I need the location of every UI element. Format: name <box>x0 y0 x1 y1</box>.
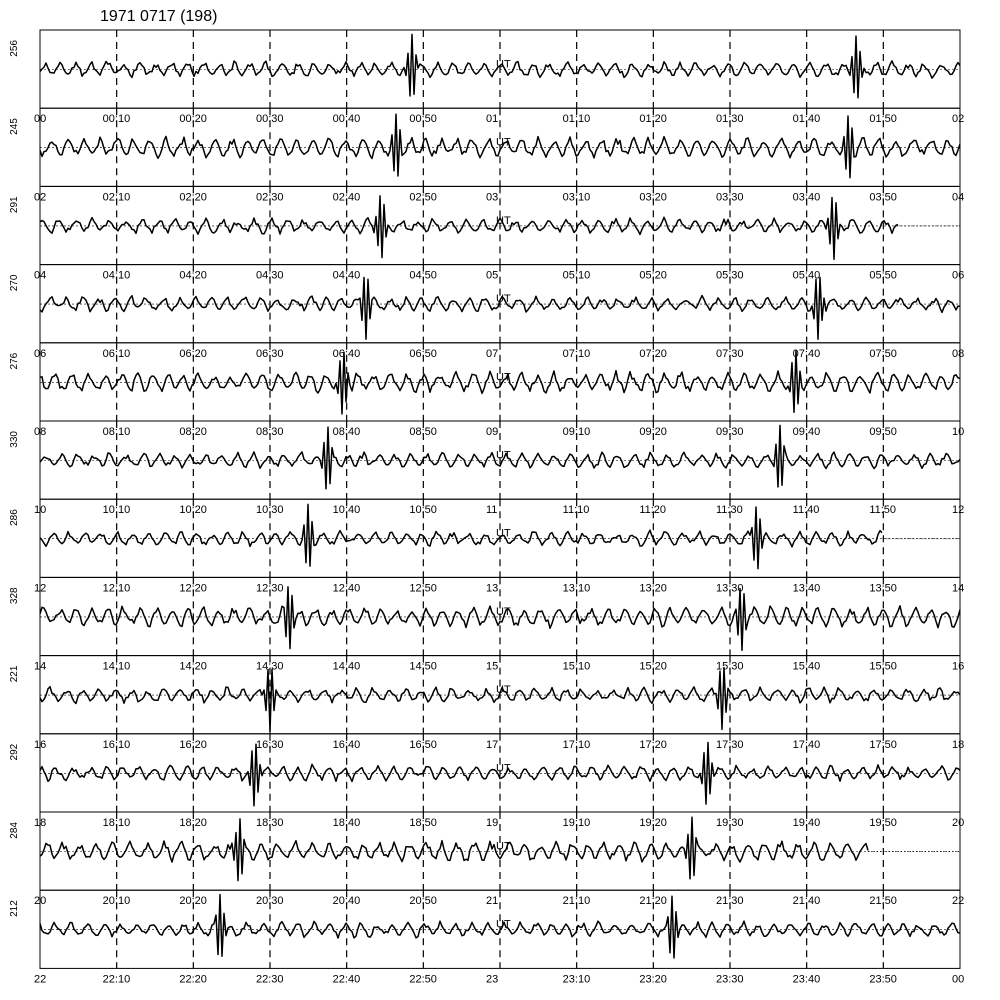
time-tick-label: 22 <box>952 895 965 908</box>
time-tick-label: 13:40 <box>792 582 821 595</box>
time-tick-label: 07:10 <box>562 347 591 360</box>
time-tick-label: 16 <box>34 738 47 751</box>
time-tick-label: 18 <box>952 738 965 751</box>
time-tick-label: 08 <box>34 426 47 438</box>
seismogram-row <box>9 30 964 125</box>
time-tick-label: 13 <box>486 582 499 595</box>
time-tick-label: 01 <box>486 113 499 126</box>
ut-axis-label: UT <box>496 449 511 462</box>
time-tick-label: 01:40 <box>792 113 821 126</box>
time-tick-label: 04:50 <box>409 269 437 282</box>
time-tick-label: 12:10 <box>102 582 131 595</box>
time-tick-label: 10:50 <box>409 504 437 517</box>
time-tick-label: 17:10 <box>562 738 591 751</box>
time-tick-label: 23:50 <box>869 973 897 986</box>
time-tick-label: 18 <box>34 817 47 829</box>
time-tick-label: 22 <box>34 973 47 986</box>
time-tick-label: 11:10 <box>562 504 590 517</box>
time-tick-label: 00:30 <box>256 113 284 126</box>
row-scale-label: 221 <box>9 665 20 683</box>
time-tick-label: 06:40 <box>332 347 361 360</box>
time-tick-label: 05:40 <box>792 269 821 282</box>
time-tick-label: 23:30 <box>716 973 744 986</box>
time-tick-label: 06:50 <box>409 347 437 360</box>
time-tick-label: 16:50 <box>409 738 437 751</box>
time-tick-label: 23 <box>486 973 499 986</box>
ut-axis-label: UT <box>496 527 511 540</box>
time-tick-label: 20:50 <box>409 895 437 908</box>
time-tick-label: 10 <box>34 504 47 517</box>
time-tick-label: 06:30 <box>256 347 284 360</box>
time-tick-label: 16:10 <box>102 738 131 751</box>
time-tick-label: 21:10 <box>562 895 591 908</box>
time-tick-label: 02:30 <box>256 191 284 204</box>
time-tick-label: 01:20 <box>639 113 667 126</box>
time-tick-label: 22:40 <box>332 973 361 986</box>
time-tick-label: 02 <box>952 113 965 126</box>
time-tick-label: 23:20 <box>639 973 667 986</box>
time-tick-label: 13:20 <box>639 582 667 595</box>
time-tick-label: 20:10 <box>102 895 131 908</box>
seismic-trace <box>40 504 882 568</box>
time-tick-label: 03:40 <box>792 191 821 204</box>
time-tick-label: 00:50 <box>409 113 437 126</box>
time-tick-label: 07:20 <box>639 347 667 360</box>
time-tick-label: 01:10 <box>562 113 591 126</box>
time-tick-label: 23:40 <box>792 973 821 986</box>
time-tick-label: 17 <box>486 738 499 751</box>
time-tick-label: 18:40 <box>332 817 361 829</box>
time-tick-label: 15:40 <box>792 660 821 673</box>
row-scale-label: 212 <box>9 900 20 917</box>
time-tick-label: 14:10 <box>102 660 131 673</box>
time-tick-label: 00 <box>34 113 47 126</box>
time-tick-label: 19 <box>486 817 499 829</box>
time-tick-label: 10 <box>952 426 965 438</box>
time-tick-label: 17:50 <box>869 738 897 751</box>
time-tick-label: 15:30 <box>716 660 744 673</box>
time-tick-label: 12 <box>952 504 965 517</box>
time-tick-label: 01:30 <box>716 113 744 126</box>
time-tick-label: 20 <box>34 895 47 908</box>
row-scale-label: 256 <box>9 40 20 57</box>
time-tick-label: 04:40 <box>332 269 361 282</box>
time-tick-label: 10:20 <box>179 504 207 517</box>
time-tick-label: 09:30 <box>716 426 744 438</box>
time-tick-label: 18:30 <box>256 817 284 829</box>
time-tick-label: 03:50 <box>869 191 897 204</box>
time-tick-label: 05:50 <box>869 269 897 282</box>
time-tick-label: 14:40 <box>332 660 361 673</box>
time-tick-label: 08:10 <box>102 426 131 438</box>
ut-axis-label: UT <box>496 918 511 931</box>
page-title: 1971 0717 (198) <box>100 8 218 25</box>
time-tick-label: 14 <box>952 582 965 595</box>
ut-axis-label: UT <box>496 371 511 384</box>
time-tick-label: 06 <box>952 269 965 282</box>
time-tick-label: 16:30 <box>256 738 284 751</box>
ut-axis-label: UT <box>496 58 511 71</box>
row-scale-label: 291 <box>9 196 20 214</box>
ut-axis-label: UT <box>496 840 511 853</box>
time-tick-label: 05:30 <box>716 269 744 282</box>
row-scale-label: 245 <box>9 118 20 135</box>
time-tick-label: 12:20 <box>179 582 207 595</box>
row-scale-label: 284 <box>9 822 20 839</box>
seismogram-rows <box>9 30 964 985</box>
time-tick-label: 17:20 <box>639 738 667 751</box>
time-tick-label: 05 <box>486 269 499 282</box>
time-tick-label: 06:10 <box>102 347 131 360</box>
time-tick-label: 00:10 <box>102 113 131 126</box>
time-tick-label: 08:30 <box>256 426 284 438</box>
seismic-trace <box>40 817 868 880</box>
time-tick-label: 21:40 <box>792 895 821 908</box>
row-scale-label: 330 <box>9 431 20 448</box>
time-tick-label: 10:40 <box>332 504 361 517</box>
row-scale-label: 270 <box>9 274 20 292</box>
time-tick-label: 18:20 <box>179 817 207 829</box>
time-tick-label: 13:10 <box>562 582 591 595</box>
time-tick-label: 01:50 <box>869 113 897 126</box>
time-tick-label: 13:50 <box>869 582 897 595</box>
time-tick-label: 03:30 <box>716 191 744 204</box>
row-scale-label: 286 <box>9 509 20 526</box>
time-tick-label: 07:50 <box>869 347 897 360</box>
time-tick-label: 03 <box>486 191 499 204</box>
time-tick-label: 23:10 <box>562 973 591 986</box>
time-tick-label: 11:40 <box>792 504 820 517</box>
time-tick-label: 09:50 <box>869 426 897 438</box>
time-tick-label: 00:20 <box>179 113 207 126</box>
time-tick-label: 08:40 <box>332 426 361 438</box>
time-tick-label: 20 <box>952 817 965 829</box>
time-tick-label: 14 <box>34 660 47 673</box>
time-tick-label: 11:20 <box>639 504 667 517</box>
time-tick-label: 08 <box>952 347 965 360</box>
ut-axis-label: UT <box>496 605 511 618</box>
time-tick-label: 22:50 <box>409 973 437 986</box>
time-tick-label: 02 <box>34 191 47 204</box>
time-tick-label: 21:30 <box>716 895 744 908</box>
time-tick-label: 20:30 <box>256 895 284 908</box>
time-tick-label: 21:20 <box>639 895 667 908</box>
ut-axis-label: UT <box>496 136 511 149</box>
time-tick-label: 13:30 <box>716 582 744 595</box>
row-scale-label: 292 <box>9 743 20 761</box>
ut-axis-label: UT <box>496 293 511 306</box>
time-tick-label: 15 <box>486 660 499 673</box>
time-tick-label: 10:30 <box>256 504 284 517</box>
time-tick-label: 19:10 <box>562 817 591 829</box>
time-tick-label: 15:50 <box>869 660 897 673</box>
time-tick-label: 08:20 <box>179 426 207 438</box>
time-tick-label: 06 <box>34 347 47 360</box>
time-tick-label: 22:10 <box>102 973 131 986</box>
seismic-trace <box>40 196 898 259</box>
time-tick-label: 19:50 <box>869 817 897 829</box>
time-tick-label: 16 <box>952 660 965 673</box>
time-tick-label: 04:10 <box>102 269 131 282</box>
time-tick-label: 12 <box>34 582 47 595</box>
time-tick-label: 05:20 <box>639 269 667 282</box>
time-tick-label: 19:30 <box>716 817 744 829</box>
time-tick-label: 03:10 <box>562 191 591 204</box>
time-tick-label: 18:50 <box>409 817 437 829</box>
time-tick-label: 16:40 <box>332 738 361 751</box>
time-tick-label: 16:20 <box>179 738 207 751</box>
time-tick-label: 15:20 <box>639 660 667 673</box>
time-tick-label: 14:20 <box>179 660 207 673</box>
time-tick-label: 06:20 <box>179 347 207 360</box>
row-scale-label: 328 <box>9 587 20 605</box>
time-tick-label: 19:40 <box>792 817 821 829</box>
time-tick-label: 11 <box>486 504 498 517</box>
time-tick-label: 02:40 <box>332 191 361 204</box>
time-tick-label: 00:40 <box>332 113 361 126</box>
time-tick-label: 03:20 <box>639 191 667 204</box>
time-tick-label: 20:40 <box>332 895 361 908</box>
time-tick-label: 08:50 <box>409 426 437 438</box>
time-tick-label: 21 <box>486 895 499 908</box>
time-tick-label: 12:50 <box>409 582 437 595</box>
time-tick-label: 22:30 <box>256 973 284 986</box>
ut-axis-label: UT <box>496 762 511 775</box>
time-tick-label: 00 <box>952 973 965 986</box>
time-tick-label: 07:40 <box>792 347 821 360</box>
time-tick-label: 19:20 <box>639 817 667 829</box>
time-tick-label: 04 <box>34 269 47 282</box>
time-tick-label: 07:30 <box>716 347 744 360</box>
time-tick-label: 09 <box>486 426 499 438</box>
time-tick-label: 18:10 <box>102 817 131 829</box>
time-tick-label: 12:40 <box>332 582 361 595</box>
time-tick-label: 17:30 <box>716 738 744 751</box>
time-tick-label: 02:10 <box>102 191 131 204</box>
time-tick-label: 07 <box>486 347 499 360</box>
time-tick-label: 14:30 <box>256 660 284 673</box>
time-tick-label: 04:20 <box>179 269 207 282</box>
time-tick-label: 09:10 <box>562 426 591 438</box>
time-tick-label: 21:50 <box>869 895 897 908</box>
time-tick-label: 12:30 <box>256 582 284 595</box>
time-tick-label: 05:10 <box>562 269 591 282</box>
time-tick-label: 11:30 <box>716 504 743 517</box>
time-tick-label: 02:20 <box>179 191 207 204</box>
time-tick-label: 20:20 <box>179 895 207 908</box>
ut-axis-label: UT <box>496 214 511 227</box>
time-tick-label: 11:50 <box>869 504 897 517</box>
time-tick-label: 14:50 <box>409 660 437 673</box>
time-tick-label: 04:30 <box>256 269 284 282</box>
time-tick-label: 02:50 <box>409 191 437 204</box>
time-tick-label: 10:10 <box>102 504 131 517</box>
time-tick-label: 17:40 <box>792 738 821 751</box>
time-tick-label: 09:40 <box>792 426 821 438</box>
time-tick-label: 22:20 <box>179 973 207 986</box>
time-tick-label: 04 <box>952 191 965 204</box>
row-scale-label: 276 <box>9 352 20 370</box>
time-tick-label: 09:20 <box>639 426 667 438</box>
time-tick-label: 15:10 <box>562 660 591 673</box>
ut-axis-label: UT <box>496 684 511 697</box>
